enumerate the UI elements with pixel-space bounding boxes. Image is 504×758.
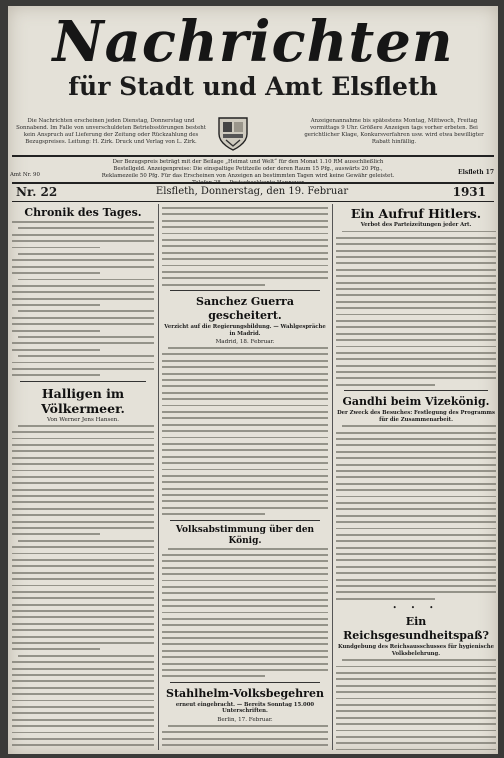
issue-bar [12, 184, 494, 200]
issue-year: 1931 [452, 185, 486, 199]
article-subheading: Verbot des Parteizeitungen jeder Art. [360, 222, 472, 228]
article-body [162, 725, 328, 750]
article-subheading: Kundgebung des Reichsausschusses für hygienische Volksbelehrung. [337, 644, 495, 657]
article-heading: Volksabstimmung über den König. [175, 524, 315, 546]
column-middle [162, 206, 328, 750]
article-body [336, 659, 496, 750]
article-subheading: Verzicht auf die Regierungsbildung. — Wahlgespräche in Madrid. [164, 324, 326, 337]
article-body [12, 221, 154, 376]
article-subheading: erneut eingebracht. — Bereits Sonntag 15.000 Unterschriften. [175, 701, 315, 715]
separator [170, 682, 320, 683]
column-divider [332, 204, 333, 750]
masthead-title: Nachrichten [52, 9, 454, 75]
article-heading: Gandhi beim Vizekönig. [342, 395, 490, 409]
issue-date: Elsfleth, Donnerstag, den 19. Februar [155, 186, 349, 197]
article-body [162, 207, 328, 286]
article-heading: Stahlhelm-Volksbegehren [166, 686, 324, 700]
article-body [162, 548, 328, 678]
issue-rule-bottom [12, 201, 494, 202]
article-body [336, 231, 496, 386]
masthead-rule [12, 155, 494, 157]
masthead-subtitle: für Stadt und Amt Elsfleth [68, 72, 438, 101]
separator [170, 290, 320, 291]
price-tagline: Der Bezugspreis beträgt mit der Beilage „Heimat und Welt“ für den Monat 1.10 RM ausschließlich Bestellgeld. Anzeigenpreise: Die einspaltige Petitzeile oder deren Raum 15 Pfg., auswärts 20 Pfg., Reklamezeile 50 Pfg. Für das Erscheinen von Anzeigen an bestimmten Tagen wird keine Gewähr geleistet. [101, 159, 395, 179]
article-heading: Ein Reichsgesundheitspaß? [343, 615, 489, 643]
article-heading: Sanchez Guerra gescheitert. [196, 295, 294, 323]
advertising-info: Anzeigenannahme bis spätestens Montag, Mittwoch, Freitag vormittags 9 Uhr. Größere Anzeigen tags vorher erbeten. Bei gerichtlicher Klage, Konkursverfahren usw. wird etwa bewilligter Rabatt hinfällig. [304, 118, 484, 145]
right-edge-note: Elsfleth 17 [458, 169, 494, 176]
publication-info: Die Nachrichten erscheinen jeden Dienstag, Donnerstag und Sonnabend. Im Falle von unverschuldeten Betriebsstörungen besteht kein Anspruch auf Lieferung der Zeitung oder Rückzahlung des Bezugspreises. Leitung: H. Zirk. Druck und Verlag von L. Zirk. [16, 118, 206, 145]
column-divider [158, 204, 159, 750]
column-right [336, 206, 496, 750]
separator [344, 390, 488, 391]
article-subheading: Der Zweck des Besuches: Festlegung des Programms für die Zusammenarbeit. [337, 410, 495, 423]
masthead [8, 6, 498, 156]
article-dateline: Madrid, 18. Februar. [215, 339, 275, 346]
left-edge-note: Amt Nr. 90 [10, 172, 40, 178]
elsfleth-coat-of-arms-icon [217, 116, 249, 152]
article-heading: Ein Aufruf Hitlers. [350, 206, 482, 221]
separator [20, 381, 146, 382]
article-heading: Halligen im Völkermeer. [41, 385, 125, 416]
article-heading: Chronik des Tages. [24, 206, 142, 219]
article-author: Von Werner Jens Hansen. [46, 416, 120, 423]
newspaper-page [8, 6, 498, 754]
issue-number: Nr. 22 [16, 185, 58, 199]
article-body [12, 425, 154, 750]
article-body [336, 425, 496, 599]
article-dateline: Berlin, 17. Februar. [217, 716, 273, 723]
article-body [162, 347, 328, 515]
column-left [12, 206, 154, 750]
separator [170, 520, 320, 521]
separator-dots: • • • [392, 604, 440, 613]
